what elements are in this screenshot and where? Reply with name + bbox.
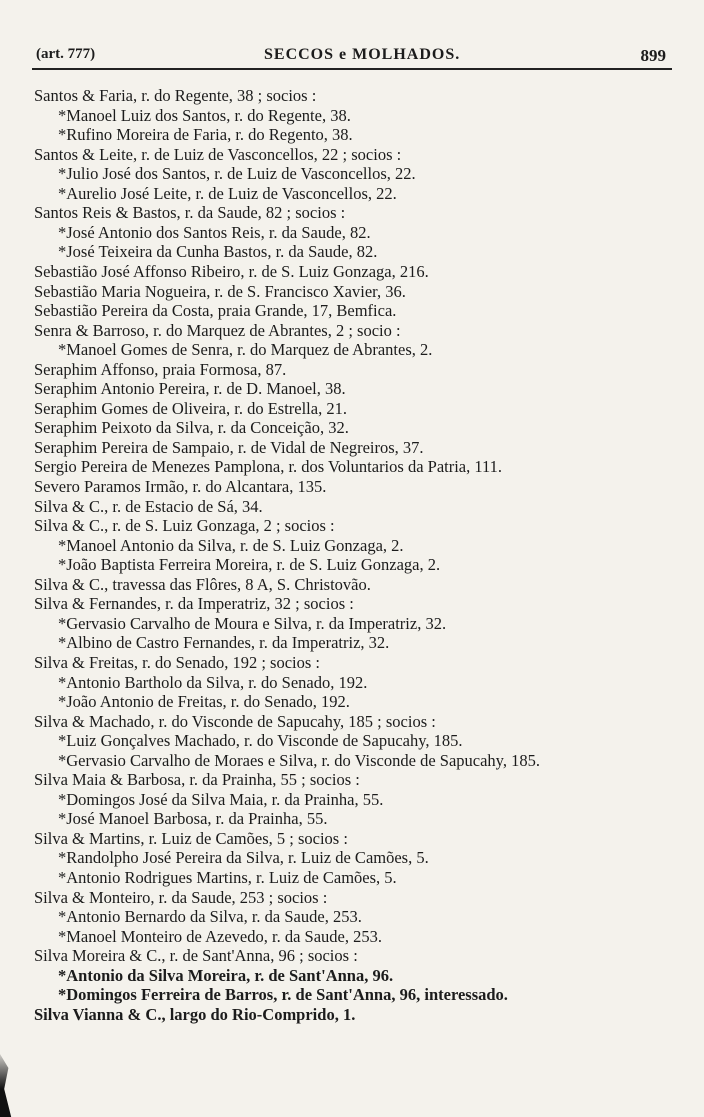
firm-entry: Silva & Machado, r. do Visconde de Sapucahy, 185 ; socios :: [34, 712, 436, 731]
firm-entry: Silva & C., r. de S. Luiz Gonzaga, 2 ; socios :: [34, 516, 335, 535]
firm-entry: Silva & Freitas, r. do Senado, 192 ; socios :: [34, 653, 320, 672]
firm-entry: Severo Paramos Irmão, r. do Alcantara, 135.: [34, 477, 327, 496]
firm-entry: Sebastião Pereira da Costa, praia Grande, 17, Bemfica.: [34, 301, 397, 320]
partner-entry: *Manoel Monteiro de Azevedo, r. da Saude, 253.: [58, 927, 382, 946]
partner-entry: *Domingos Ferreira de Barros, r. de Sant'Anna, 96, interessado.: [58, 985, 508, 1004]
partner-entry: *Manoel Luiz dos Santos, r. do Regente, 38.: [58, 106, 351, 125]
partner-entry: *Luiz Gonçalves Machado, r. do Visconde de Sapucahy, 185.: [58, 731, 463, 750]
firm-entry: Santos & Leite, r. de Luiz de Vasconcellos, 22 ; socios :: [34, 145, 402, 164]
firm-entry: Santos Reis & Bastos, r. da Saude, 82 ; socios :: [34, 203, 346, 222]
partner-entry: *Gervasio Carvalho de Moura e Silva, r. da Imperatriz, 32.: [58, 614, 447, 633]
firm-entry: Silva & Fernandes, r. da Imperatriz, 32 ; socios :: [34, 594, 354, 613]
partner-entry: *Aurelio José Leite, r. de Luiz de Vasconcellos, 22.: [58, 184, 397, 203]
partner-entry: *Rufino Moreira de Faria, r. do Regento, 38.: [58, 125, 353, 144]
partner-entry: *Antonio da Silva Moreira, r. de Sant'Anna, 96.: [58, 966, 394, 985]
firm-entry: Seraphim Gomes de Oliveira, r. do Estrella, 21.: [34, 399, 347, 418]
partner-entry: *José Teixeira da Cunha Bastos, r. da Saude, 82.: [58, 242, 378, 261]
firm-entry: Senra & Barroso, r. do Marquez de Abrantes, 2 ; socio :: [34, 321, 401, 340]
firm-entry: Seraphim Affonso, praia Formosa, 87.: [34, 360, 287, 379]
firm-entry: Silva & C., travessa das Flôres, 8 A, S. Christovão.: [34, 575, 371, 594]
firm-entry: Seraphim Antonio Pereira, r. de D. Manoel, 38.: [34, 379, 346, 398]
firm-entry: Silva Moreira & C., r. de Sant'Anna, 96 ; socios :: [34, 946, 358, 965]
firm-entry: Sebastião José Affonso Ribeiro, r. de S. Luiz Gonzaga, 216.: [34, 262, 429, 281]
page-header: [32, 42, 672, 70]
partner-entry: *Julio José dos Santos, r. de Luiz de Vasconcellos, 22.: [58, 164, 416, 183]
partner-entry: *Gervasio Carvalho de Moraes e Silva, r. do Visconde de Sapucahy, 185.: [58, 751, 540, 770]
partner-entry: *João Antonio de Freitas, r. do Senado, 192.: [58, 692, 350, 711]
firm-entry: Sergio Pereira de Menezes Pamplona, r. dos Voluntarios da Patria, 111.: [34, 457, 503, 476]
firm-entry: Sebastião Maria Nogueira, r. de S. Francisco Xavier, 36.: [34, 282, 406, 301]
partner-entry: *Manoel Antonio da Silva, r. de S. Luiz Gonzaga, 2.: [58, 536, 404, 555]
partner-entry: *José Antonio dos Santos Reis, r. da Saude, 82.: [58, 223, 371, 242]
partner-entry: *Albino de Castro Fernandes, r. da Imperatriz, 32.: [58, 633, 390, 652]
partner-entry: *Domingos José da Silva Maia, r. da Prainha, 55.: [58, 790, 384, 809]
section-title: SECCOS e MOLHADOS.: [264, 46, 461, 63]
scan-smudge: [0, 1047, 14, 1117]
article-reference: (art. 777): [36, 46, 96, 62]
firm-entry: Silva & Monteiro, r. da Saude, 253 ; socios :: [34, 888, 328, 907]
partner-entry: *João Baptista Ferreira Moreira, r. de S. Luiz Gonzaga, 2.: [58, 555, 441, 574]
partner-entry: *Manoel Gomes de Senra, r. do Marquez de Abrantes, 2.: [58, 340, 433, 359]
firm-entry: Santos & Faria, r. do Regente, 38 ; socios :: [34, 86, 317, 105]
partner-entry: *Randolpho José Pereira da Silva, r. Luiz de Camões, 5.: [58, 848, 429, 867]
partner-entry: *Antonio Bartholo da Silva, r. do Senado, 192.: [58, 673, 368, 692]
firm-entry: Silva Maia & Barbosa, r. da Prainha, 55 ; socios :: [34, 770, 360, 789]
firm-entry: Silva & C., r. de Estacio de Sá, 34.: [34, 497, 263, 516]
page-number: 899: [640, 46, 666, 65]
firm-entry: Seraphim Peixoto da Silva, r. da Conceição, 32.: [34, 418, 349, 437]
partner-entry: *Antonio Bernardo da Silva, r. da Saude, 253.: [58, 907, 362, 926]
partner-entry: *José Manoel Barbosa, r. da Prainha, 55.: [58, 809, 328, 828]
firm-entry: Seraphim Pereira de Sampaio, r. de Vidal de Negreiros, 37.: [34, 438, 424, 457]
firm-entry: Silva & Martins, r. Luiz de Camões, 5 ; socios :: [34, 829, 348, 848]
firm-entry: Silva Vianna & C., largo do Rio-Comprido, 1.: [34, 1005, 356, 1024]
partner-entry: *Antonio Rodrigues Martins, r. Luiz de Camões, 5.: [58, 868, 397, 887]
